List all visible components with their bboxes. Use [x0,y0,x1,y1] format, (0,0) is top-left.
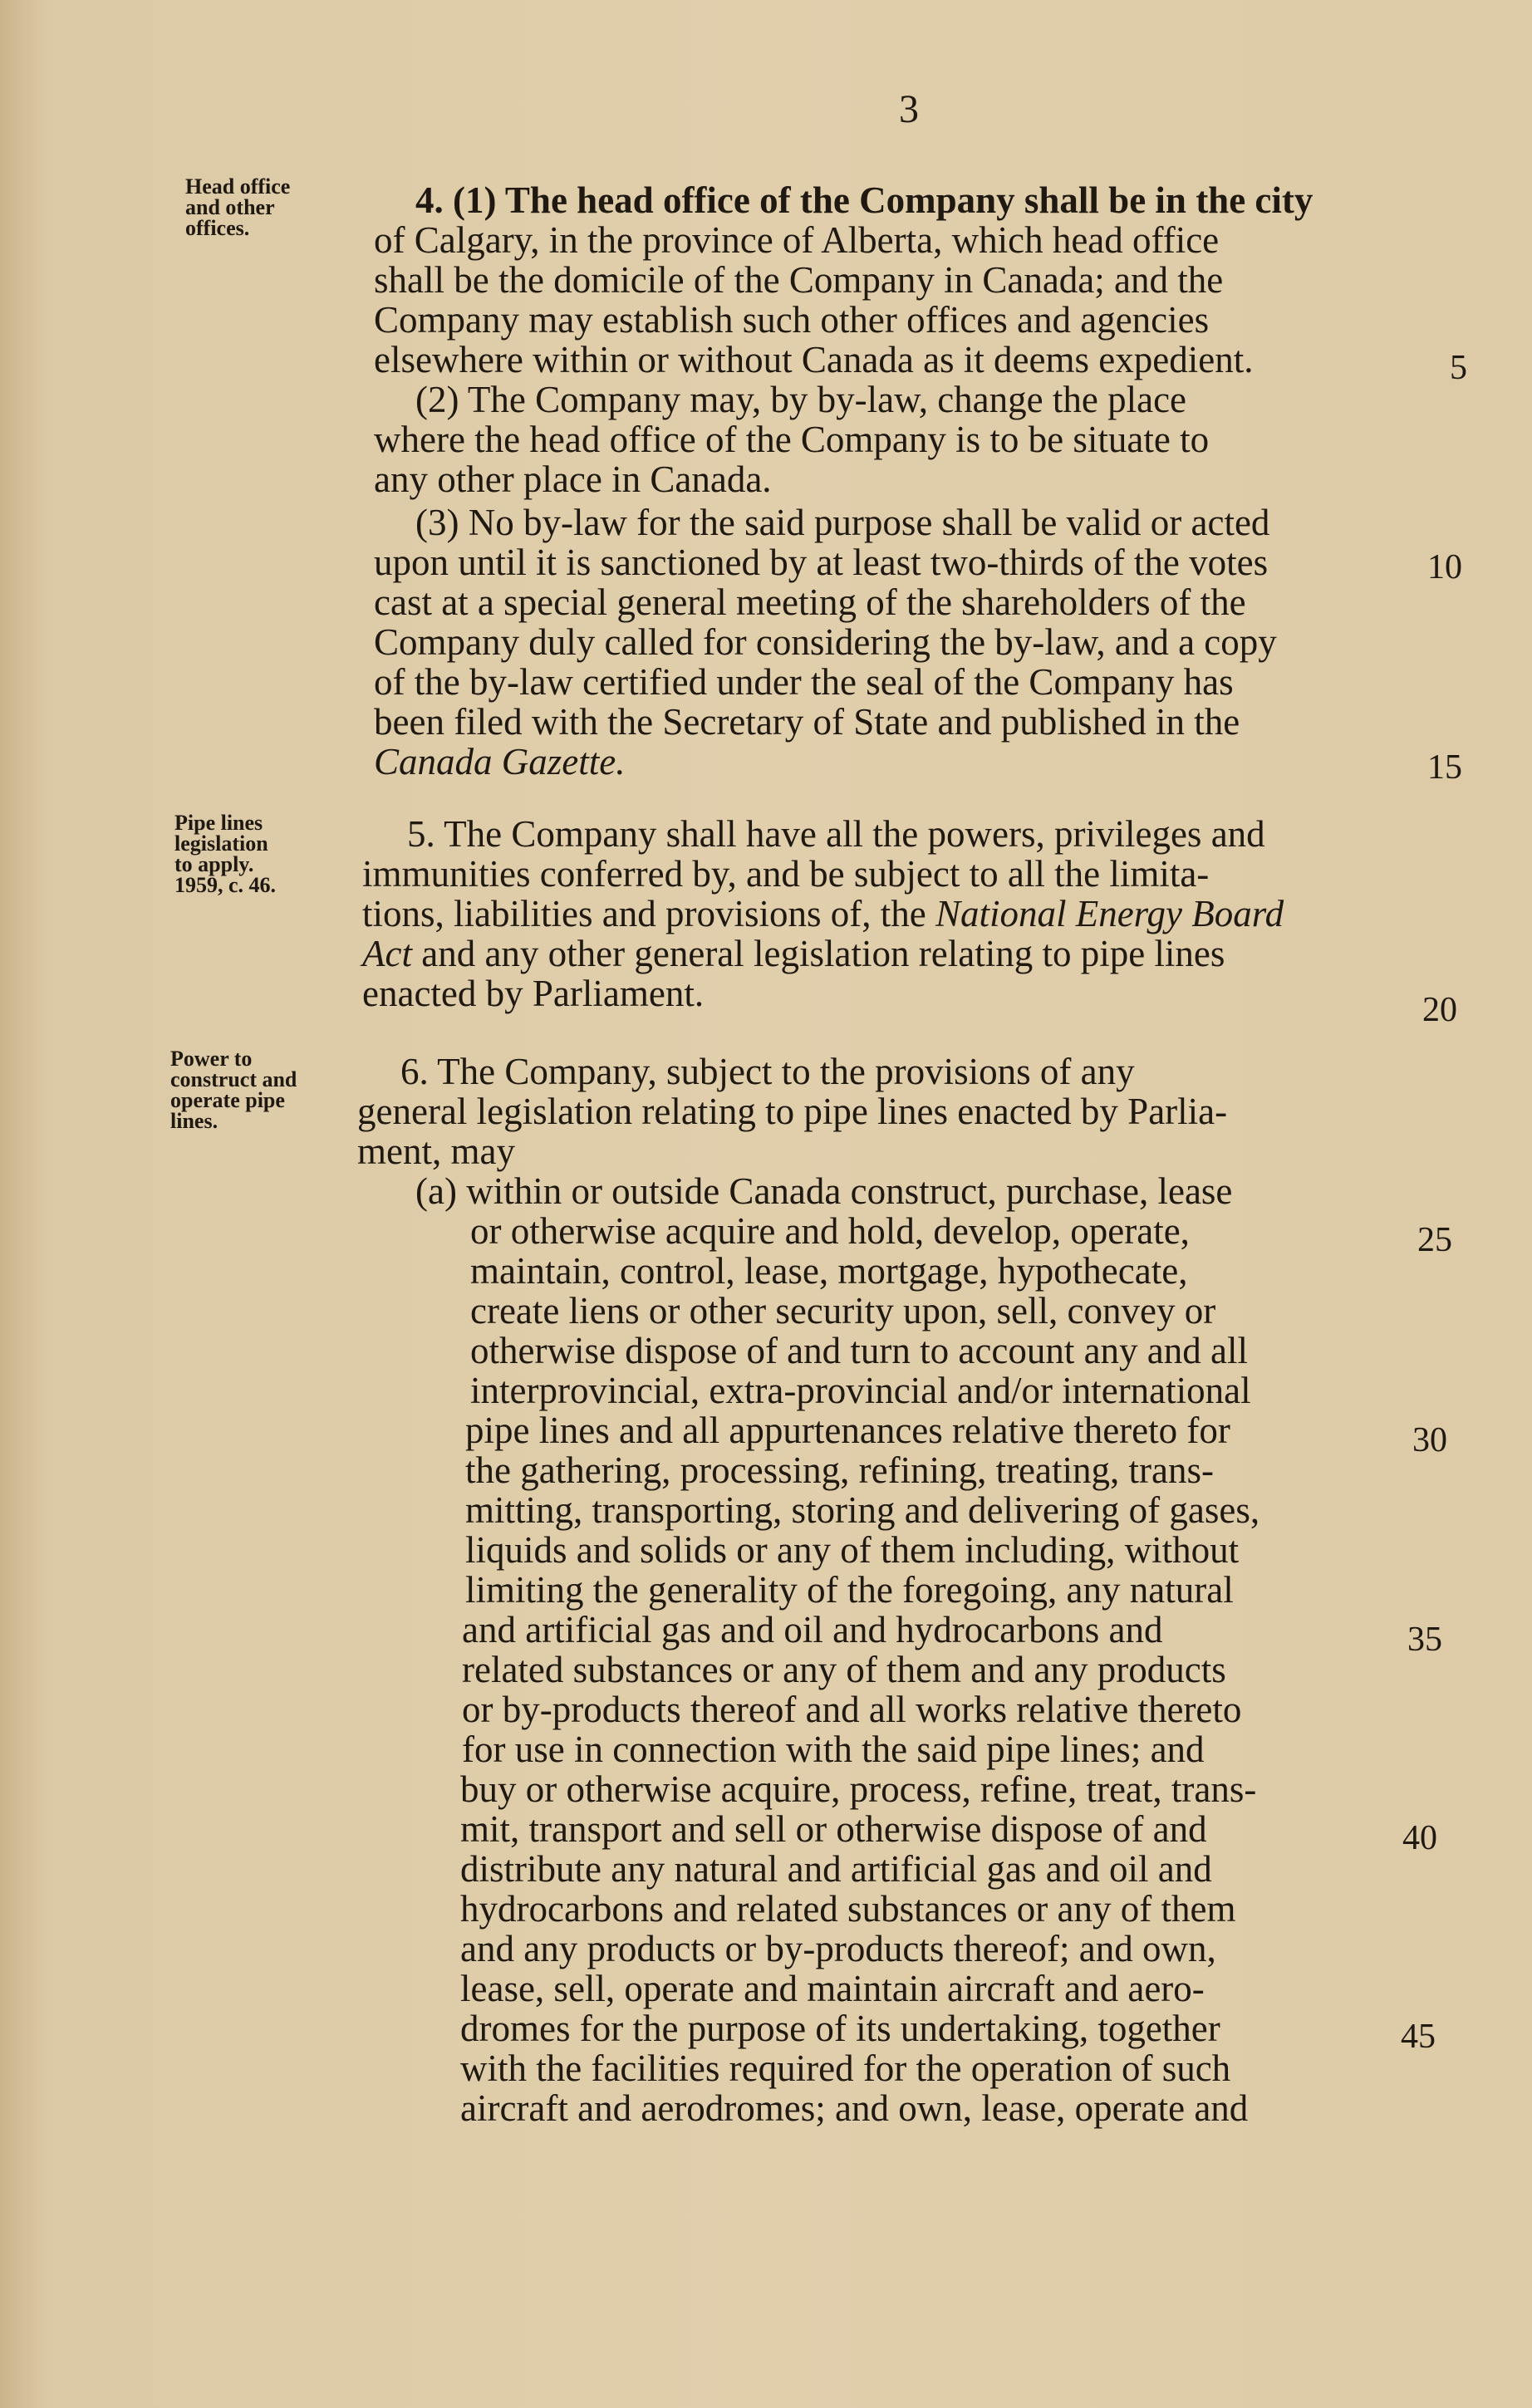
text-line: where the head office of the Company is to be situate to [374,419,1210,460]
text-line: general legislation relating to pipe lines enacted by Parlia- [357,1091,1228,1132]
line-number: 15 [1427,748,1462,787]
line-number: 40 [1402,1819,1437,1857]
margin-note-line: operate pipe [170,1088,285,1112]
line-number: 25 [1417,1221,1452,1259]
text-line: 5. The Company shall have all the powers, privileges and [407,813,1265,855]
margin-note-pipe-lines [174,812,276,895]
text-line: or otherwise acquire and hold, develop, operate, [470,1210,1190,1252]
text-line: limiting the generality of the foregoing, any natural [465,1569,1234,1611]
line-number: 45 [1401,2018,1436,2056]
margin-note-line: Head office [185,174,291,199]
text-line: enacted by Parliament. [362,973,705,1014]
text-line: or by-products thereof and all works relative thereto [462,1689,1242,1730]
text-line: tions, liabilities and provisions of, the National Energy Board [362,893,1284,934]
line-number: 35 [1407,1621,1442,1659]
text-line: interprovincial, extra-provincial and/or international [470,1370,1251,1411]
margin-note-head-office [185,176,290,238]
line-number: 20 [1422,991,1457,1029]
margin-note-line: lines. [170,1109,219,1133]
page-number: 3 [899,87,919,131]
text-line: (a) within or outside Canada construct, purchase, lease [415,1170,1233,1212]
text-line: related substances or any of them and any products [462,1649,1226,1690]
text-line: dromes for the purpose of its undertaking, together [460,2008,1220,2049]
text-line: and artificial gas and oil and hydrocarbons and [462,1609,1163,1650]
text-line: any other place in Canada. [374,459,772,500]
margin-note-line: Power to [170,1047,253,1071]
text-line: of the by-law certified under the seal of the Company has [374,661,1234,703]
line-number: 5 [1450,349,1467,387]
text-line: been filed with the Secretary of State and published in the [374,701,1240,743]
margin-note-line: construct and [170,1067,297,1091]
text-line: (3) No by-law for the said purpose shall be valid or acted [415,502,1270,543]
text-line: immunities conferred by, and be subject to all the limita- [362,853,1210,895]
text-line: Company duly called for considering the by-law, and a copy [374,621,1277,663]
text-line: create liens or other security upon, sell, convey or [470,1290,1216,1332]
text-line: shall be the domicile of the Company in Canada; and the [374,259,1224,301]
text-line: (2) The Company may, by by-law, change the place [415,379,1187,420]
text-line: upon until it is sanctioned by at least two-thirds of the votes [374,542,1269,583]
text-line: buy or otherwise acquire, process, refine, treat, trans- [460,1768,1257,1810]
text-line: Act and any other general legislation relating to pipe lines [362,933,1225,974]
line-number: 30 [1412,1421,1447,1459]
text-line: 6. The Company, subject to the provisions of any [400,1051,1135,1092]
margin-note-line: to apply. [174,852,254,876]
text-line: hydrocarbons and related substances or any of them [460,1888,1236,1930]
margin-note-line: 1959, c. 46. [174,873,277,897]
margin-note-line: Pipe lines [174,811,263,835]
text-line: Canada Gazette. [374,741,626,782]
text-line: ment, may [357,1130,515,1172]
text-line: for use in connection with the said pipe lines; and [462,1729,1205,1770]
margin-note-line: offices. [185,216,250,240]
text-line: the gathering, processing, refining, treating, trans- [465,1449,1214,1491]
text-line: mit, transport and sell or otherwise dispose of and [460,1808,1207,1850]
text-line: liquids and solids or any of them including, without [465,1529,1240,1571]
margin-note-line: and other [185,195,275,219]
text-line: otherwise dispose of and turn to account any and all [470,1330,1248,1371]
text-line: cast at a special general meeting of the shareholders of the [374,581,1246,623]
margin-note-power [170,1048,297,1131]
text-line: pipe lines and all appurtenances relative thereto for [465,1410,1230,1451]
text-line: distribute any natural and artificial gas and oil and [460,1848,1212,1890]
text-line: 4. (1) The head office of the Company shall be in the city [415,179,1313,221]
text-line: with the facilities required for the operation of such [460,2048,1231,2089]
line-number: 10 [1427,548,1462,586]
text-line: mitting, transporting, storing and delivering of gases, [465,1489,1260,1531]
text-line: and any products or by-products thereof; and own, [460,1928,1216,1969]
text-line: of Calgary, in the province of Alberta, which head office [374,219,1220,261]
text-line: lease, sell, operate and maintain aircraft and aero- [460,1968,1205,2009]
text-line: Company may establish such other offices and agencies [374,299,1210,341]
text-line: aircraft and aerodromes; and own, lease, operate and [460,2087,1249,2129]
text-line: maintain, control, lease, mortgage, hypothecate, [470,1250,1188,1292]
margin-note-line: legislation [174,831,268,856]
text-line: elsewhere within or without Canada as it deems expedient. [374,339,1254,380]
